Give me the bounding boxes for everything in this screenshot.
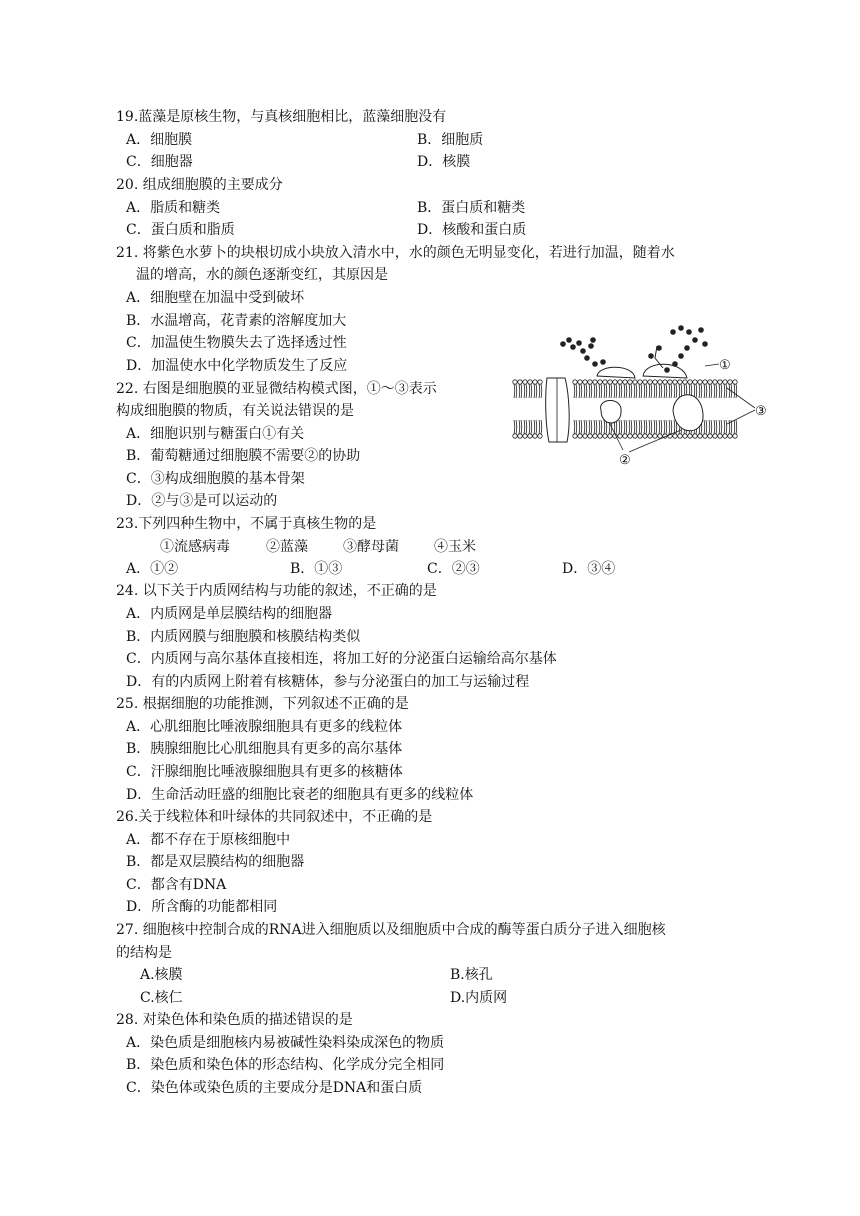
q23-item-3: ③酵母菌 [343, 539, 399, 555]
q27-stem-line-1: 27. 细胞核中控制合成的RNA进入细胞质以及细胞质中合成的酶等蛋白质分子进入细胞核 [116, 922, 666, 938]
q23-option-a: A．①② [126, 561, 179, 577]
q21-stem-line-2: 温的增高，水的颜色逐渐变红，其原因是 [136, 267, 388, 283]
q26-option-d: D．所含酶的功能都相同 [126, 899, 278, 915]
q25-option-a: A．心肌细胞比唾液腺细胞具有更多的线粒体 [126, 719, 403, 735]
q20-option-d: D．核酸和蛋白质 [417, 222, 527, 238]
q21-option-a: A．细胞壁在加温中受到破坏 [126, 290, 305, 306]
q27-option-b: B.核孔 [450, 967, 493, 983]
q27-option-a: A.核膜 [140, 967, 183, 983]
q23-item-1: ①流感病毒 [160, 539, 230, 555]
q28-option-b: B．染色质和染色体的形态结构、化学成分完全相同 [126, 1057, 445, 1073]
q19-option-b: B．细胞质 [417, 132, 484, 148]
embedded-protein-2 [601, 401, 622, 424]
q21-stem-line-1: 21. 将紫色水萝卜的块根切成小块放入清水中，水的颜色无明显变化，若进行加温，随着水 [116, 245, 675, 261]
glycoprotein-chain-left [560, 337, 606, 367]
figure-label-2: ② [619, 453, 631, 468]
q27-option-d: D.内质网 [450, 990, 508, 1006]
q23-stem: 23.下列四种生物中，不属于真核生物的是 [116, 516, 377, 532]
q25-stem: 25. 根据细胞的功能推测，下列叙述不正确的是 [116, 696, 409, 712]
q25-option-c: C．汗腺细胞比唾液腺细胞具有更多的核糖体 [126, 764, 403, 780]
q21-option-b: B．水温增高，花青素的溶解度加大 [126, 313, 347, 329]
q28-option-c: C．染色体或染色质的主要成分是DNA和蛋白质 [126, 1080, 423, 1096]
q19-option-d: D．核膜 [417, 154, 471, 170]
q26-option-b: B．都是双层膜结构的细胞器 [126, 854, 305, 870]
q20-stem: 20. 组成细胞膜的主要成分 [116, 177, 283, 193]
q19-option-a: A．细胞膜 [126, 132, 193, 148]
q27-option-c: C.核仁 [140, 990, 183, 1006]
q28-stem: 28. 对染色体和染色质的描述错误的是 [116, 1012, 353, 1028]
q23-option-b: B．①③ [290, 561, 343, 577]
q24-option-d: D．有的内质网上附着有核糖体，参与分泌蛋白的加工与运输过程 [126, 674, 530, 690]
q23-option-d: D．③④ [562, 561, 616, 577]
q20-option-a: A．脂质和糖类 [126, 200, 221, 216]
q19-stem: 19.蓝藻是原核生物，与真核细胞相比，蓝藻细胞没有 [116, 109, 447, 125]
q28-option-a: A．染色质是细胞核内易被碱性染料染成深色的物质 [126, 1035, 445, 1051]
q22-stem-line-2: 构成细胞膜的物质，有关说法错误的是 [116, 403, 354, 419]
q21-option-c: C．加温使生物膜失去了选择透过性 [126, 335, 347, 351]
cell-membrane-figure [505, 318, 775, 468]
figure-label-3: ③ [755, 404, 767, 419]
transmembrane-protein [546, 378, 569, 442]
surface-protein-1 [597, 367, 635, 378]
q24-stem: 24. 以下关于内质网结构与功能的叙述，不正确的是 [116, 583, 437, 599]
q24-option-b: B．内质网膜与细胞膜和核膜结构类似 [126, 629, 361, 645]
q23-item-4: ④玉米 [434, 539, 476, 555]
q20-option-c: C．蛋白质和脂质 [126, 222, 235, 238]
q23-item-2: ②蓝藻 [266, 539, 308, 555]
q23-option-c: C．②③ [427, 561, 480, 577]
q26-stem: 26.关于线粒体和叶绿体的共同叙述中，不正确的是 [116, 809, 433, 825]
q25-option-b: B．胰腺细胞比心肌细胞具有更多的高尔基体 [126, 741, 403, 757]
q24-option-c: C．内质网与高尔基体直接相连，将加工好的分泌蛋白运输给高尔基体 [126, 651, 557, 667]
figure-label-1: ① [719, 358, 731, 373]
embedded-protein-4 [673, 395, 703, 431]
q26-option-a: A．都不存在于原核细胞中 [126, 832, 291, 848]
q22-option-c: C．③构成细胞膜的基本骨架 [126, 471, 305, 487]
q19-option-c: C．细胞器 [126, 154, 193, 170]
q27-stem-line-2: 的结构是 [116, 945, 172, 961]
q24-option-a: A．内质网是单层膜结构的细胞器 [126, 606, 333, 622]
q22-stem-line-1: 22. 右图是细胞膜的亚显微结构模式图，①～③表示 [116, 381, 437, 397]
q22-option-b: B．葡萄糖通过细胞膜不需要②的协助 [126, 448, 361, 464]
q22-option-d: D．②与③是可以运动的 [126, 493, 278, 509]
q22-option-a: A．细胞识别与糖蛋白①有关 [126, 426, 305, 442]
q26-option-c: C．都含有DNA [126, 877, 227, 893]
q25-option-d: D．生命活动旺盛的细胞比衰老的细胞具有更多的线粒体 [126, 787, 474, 803]
q21-option-d: D．加温使水中化学物质发生了反应 [126, 358, 348, 374]
q20-option-b: B．蛋白质和糖类 [417, 200, 526, 216]
